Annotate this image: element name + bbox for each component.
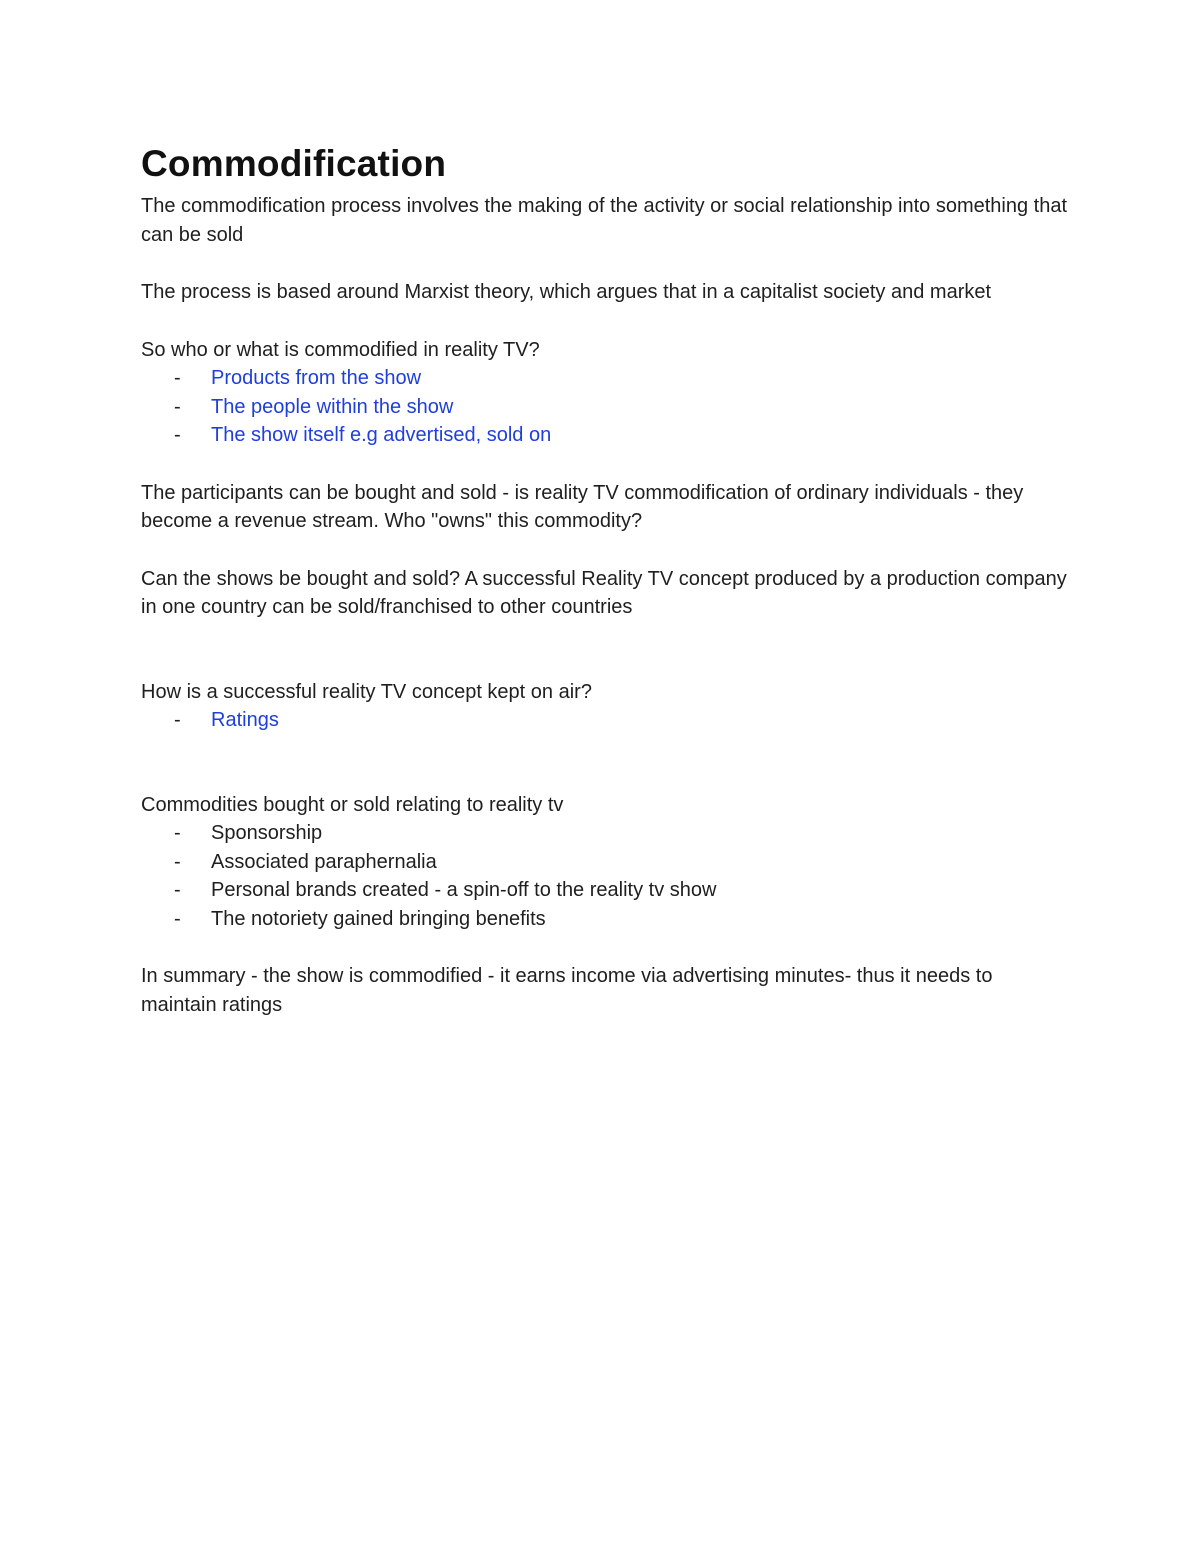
paragraph-participants: The participants can be bought and sold - is reality TV commodification of ordinary individuals - they become a revenue stream. Who "owns" this commodity? xyxy=(141,481,1024,532)
dash-bullet: - xyxy=(174,907,181,930)
question-commodified: So who or what is commodified in reality TV? xyxy=(141,338,540,361)
dash-bullet: - xyxy=(174,822,181,844)
paragraph-marxist: The process is based around Marxist theory, which argues that in a capitalist society and market xyxy=(141,281,992,303)
list-item-text: Sponsorship xyxy=(211,822,323,844)
list-item xyxy=(141,706,1071,735)
list-item xyxy=(141,393,1071,422)
title-row xyxy=(141,142,1071,186)
list-item xyxy=(141,819,1071,848)
dash-bullet: - xyxy=(174,709,181,731)
kept-on-air-list xyxy=(141,706,1071,735)
list-item-text: The people within the show xyxy=(211,395,454,418)
list-item-text: Associated paraphernalia xyxy=(211,850,437,873)
paragraph-summary: In summary - the show is commodified - it earns income via advertising minutes- thus it needs to maintain ratings xyxy=(141,965,993,1016)
page-title: Commodification xyxy=(141,143,447,184)
list-item-text: Ratings xyxy=(211,709,279,731)
paragraph-definition: The commodification process involves the making of the activity or social relationship into something that can be sold xyxy=(141,195,1068,246)
list-item-text: Personal brands created - a spin-off to the reality tv show xyxy=(211,879,717,901)
list-item xyxy=(141,364,1071,393)
dash-bullet: - xyxy=(174,395,181,418)
question-commodities: Commodities bought or sold relating to reality tv xyxy=(141,793,564,816)
document-page xyxy=(141,142,1071,1019)
commodities-list xyxy=(141,819,1071,933)
question-kept-on-air: How is a successful reality TV concept kept on air? xyxy=(141,680,592,703)
dash-bullet: - xyxy=(174,367,181,389)
dash-bullet: - xyxy=(174,424,181,446)
list-item-text: Products from the show xyxy=(211,367,422,389)
list-item xyxy=(141,876,1071,905)
dash-bullet: - xyxy=(174,850,181,873)
dash-bullet: - xyxy=(174,879,181,901)
list-item-text: The show itself e.g advertised, sold on xyxy=(211,424,552,446)
list-item xyxy=(141,905,1071,934)
list-item xyxy=(141,848,1071,877)
commodified-list xyxy=(141,364,1071,450)
paragraph-shows-sold: Can the shows be bought and sold? A successful Reality TV concept produced by a production company in one country can be sold/franchised to other countries xyxy=(141,567,1067,618)
list-item-text: The notoriety gained bringing benefits xyxy=(211,907,546,930)
list-item xyxy=(141,421,1071,450)
